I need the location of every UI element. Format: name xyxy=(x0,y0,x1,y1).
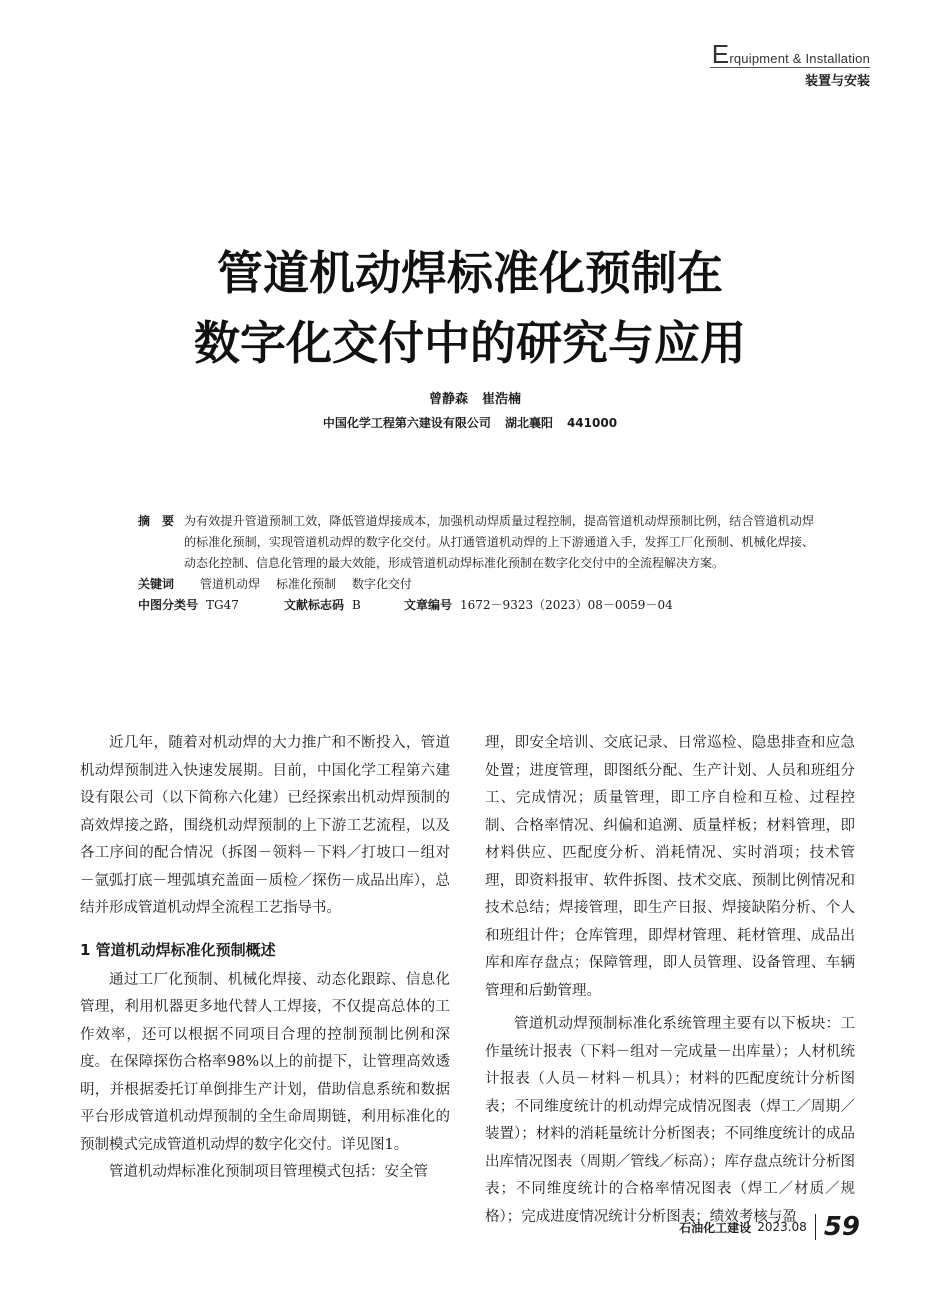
author-list xyxy=(0,388,950,407)
keyword-1: 管道机动焊 xyxy=(200,577,261,591)
affiliation-postcode: 441000 xyxy=(566,416,618,430)
keywords xyxy=(138,574,814,595)
doc-code-value: B xyxy=(352,598,361,612)
clc-item xyxy=(138,595,284,616)
keyword-2: 标准化预制 xyxy=(276,577,337,591)
author-1: 曾静森 xyxy=(428,392,468,407)
running-header xyxy=(710,39,870,89)
affiliation xyxy=(0,414,940,431)
section-initial: E xyxy=(711,39,730,69)
section-name-en-rest: rquipment & Installation xyxy=(729,51,870,66)
clc-label: 中图分类号 xyxy=(138,598,199,612)
paragraph: 理，即安全培训、交底记录、日常巡检、隐患排查和应急处置；进度管理，即图纸分配、生产计划、人员和班组分工、完成情况；质量管理，即工序自检和互检、过程控制、合格率情况、纠偏和追溯、质量样板；材料管理，即材料供应、匹配度分析、消耗情况、实时消项；技术管理，即资料报审、软件拆图、技术交底、预制比例情况和技术总结；焊接管理，即生产日报、焊接缺陷分析、个人和班组计件；仓库管理，即焊材管理、耗材管理、成品出库和库存盘点；保障管理，即人员管理、设备管理、车辆管理和后勤管理。 xyxy=(485,735,855,999)
article-number-item xyxy=(404,595,673,616)
affiliation-org: 中国化学工程第六建设有限公司 xyxy=(322,416,491,430)
page-number: 59 xyxy=(823,1212,860,1242)
article-number-value: 1672－9323（2023）08－0059－04 xyxy=(460,598,673,612)
abstract-label: 摘 要 xyxy=(138,514,175,528)
body-column-right xyxy=(485,730,855,1231)
keyword-3: 数字化交付 xyxy=(352,577,413,591)
paragraph: 管道机动焊预制标准化系统管理主要有以下板块：工作量统计报表（下料－组对－完成量－出库量）；人材机统计报表（人员－材料－机具）；材料的匹配度统计分析图表；不同维度统计的机动焊完成情况图表（焊工／周期／装置）；材料的消耗量统计分析图表；不同维度统计的成品出库情况图表（周期／管线／标高）；库存盘点统计分析图表；不同维度统计的合格率情况图表（焊工／材质／规格）；完成进度情况统计分析图表；绩效考核与盈 xyxy=(485,1016,855,1225)
author-2: 崔浩楠 xyxy=(482,392,522,407)
abstract-block xyxy=(138,511,814,616)
clc-value: TG47 xyxy=(206,598,239,612)
section-heading: 1 管道机动焊标准化预制概述 xyxy=(80,940,276,959)
section-name-en xyxy=(710,39,870,69)
paragraph: 管道机动焊标准化预制项目管理模式包括：安全管 xyxy=(109,1164,428,1180)
journal-issue: 2023.08 xyxy=(757,1220,807,1234)
title-line-2: 数字化交付中的研究与应用 xyxy=(194,316,746,370)
abstract xyxy=(138,511,814,574)
title-line-1: 管道机动焊标准化预制在 xyxy=(217,246,723,300)
article-title xyxy=(0,238,940,378)
body-column-left xyxy=(80,730,450,1187)
classification-row xyxy=(138,595,814,616)
doc-code-label: 文献标志码 xyxy=(284,598,345,612)
footer-divider xyxy=(815,1214,816,1240)
paragraph: 通过工厂化预制、机械化焊接、动态化跟踪、信息化管理，利用机器更多地代替人工焊接，不仅提高总体的工作效率，还可以根据不同项目合理的控制预制比例和深度。在保障探伤合格率98%以上的前提下，让管理高效透明，并根据委托订单倒排生产计划，借助信息系统和数据平台形成管道机动焊预制的全生命周期链，利用标准化的预制模式完成管道机动焊的数字化交付。详见图1。 xyxy=(80,971,450,1153)
header-rule xyxy=(710,67,870,68)
section-name-cn: 装置与安装 xyxy=(804,74,870,89)
keywords-label: 关键词 xyxy=(138,577,175,591)
page-footer xyxy=(679,1212,860,1242)
article-number-label: 文章编号 xyxy=(404,598,453,612)
paragraph: 近几年，随着对机动焊的大力推广和不断投入，管道机动焊预制进入快速发展期。目前，中国化学工程第六建设有限公司（以下简称六化建）已经探索出机动焊预制的高效焊接之路，围绕机动焊预制的上下游工艺流程，以及各工序间的配合情况（拆图－领料－下料／打坡口－组对－氩弧打底－埋弧填充盖面－质检／探伤－成品出库），总结并形成管道机动焊全流程工艺指导书。 xyxy=(80,735,450,916)
doc-code-item xyxy=(284,595,404,616)
journal-name: 石油化工建设 xyxy=(679,1220,752,1235)
affiliation-city: 湖北襄阳 xyxy=(504,416,553,430)
abstract-text: 为有效提升管道预制工效，降低管道焊接成本，加强机动焊质量过程控制，提高管道机动焊预制比例，结合管道机动焊的标准化预制，实现管道机动焊的数字化交付。从打通管道机动焊的上下游通道入手，发挥工厂化预制、机械化焊接、动态化控制、信息化管理的最大效能，形成管道机动焊标准化预制在数字化交付中的全流程解决方案。 xyxy=(184,514,814,570)
